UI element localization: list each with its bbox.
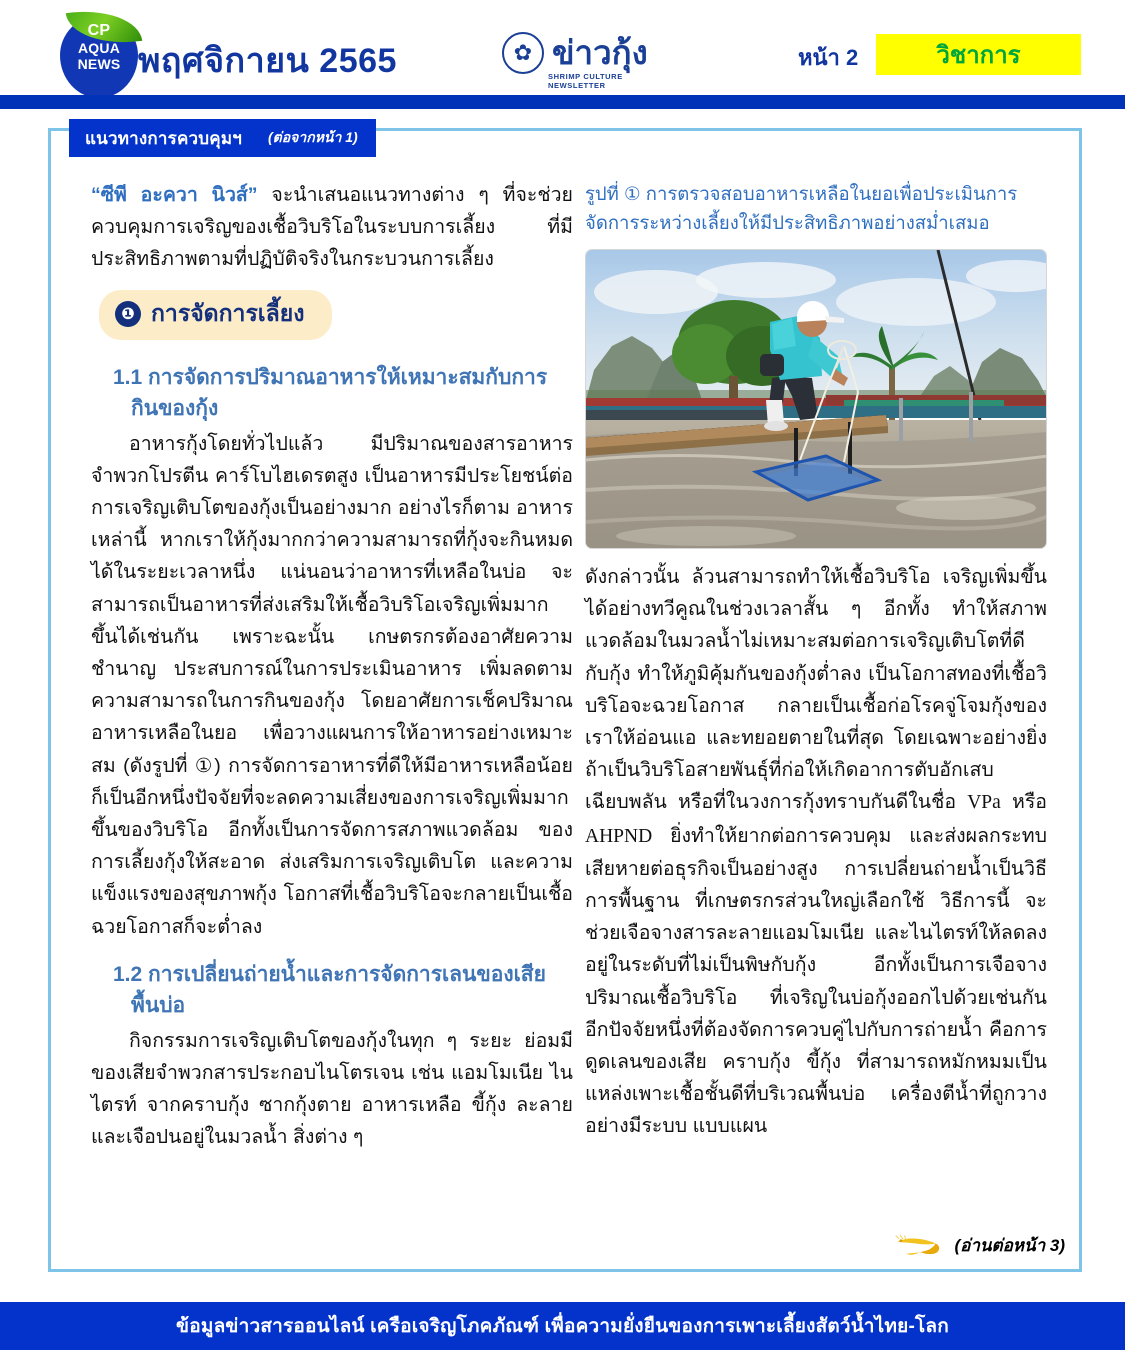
logo-text bbox=[60, 22, 138, 72]
figure-photo bbox=[585, 249, 1047, 549]
section-tag bbox=[69, 119, 376, 157]
page-number: หน้า 2 bbox=[798, 45, 859, 70]
logo-line-2: AQUA bbox=[77, 39, 121, 56]
paragraph-1-2: กิจกรรมการเจริญเติบโตของกุ้งในทุก ๆ ระยะ ย่อมมีของเสียจำพวกสารประกอบไนโตรเจน เช่น แอมโมเนีย ไนไตรท์ จากคราบกุ้ง ซากกุ้งตาย อาหารเหลือ ขี้กุ้ง ละลายและเจือปนอยู่ในมวลน้ำ สิ่งต่าง ๆ bbox=[91, 1029, 573, 1149]
term-ahpnd: AHPND bbox=[585, 825, 653, 847]
cp-aqua-news-logo bbox=[42, 6, 152, 98]
left-column bbox=[91, 179, 573, 1154]
masthead-logo bbox=[498, 28, 678, 90]
paragraph-1-1: อาหารกุ้งโดยทั่วไปแล้ว มีปริมาณของสารอาหารจำพวกโปรตีน คาร์โบไฮเดรตสูง เป็นอาหารมีประโยชน์ต่อการเจริญเติบโตของกุ้งเป็นอย่างมาก อย่างไรก็ตาม อาหารเหล่านี้ หากเราให้กุ้งมากกว่าความสามารถที่กุ้งจะกินหมดได้ในระยะเวลาหนึ่ง แน่นอนว่าอาหารที่เหลือในบ่อ จะสามารถเป็นอาหารที่ส่งเสริมให้เชื้อวิบริโอเจริญเพิ่มมากขึ้นได้เช่นกัน เพราะฉะนั้น เกษตรกรต้องอาศัยความชำนาญ ประสบการณ์ในการประเมินอาหาร เพิ่มลดตามความสามารถในการกินของกุ้ง โดยอาศัยการเช็คปริมาณอาหารเหลือในยอ เพื่อวางแผนการให้อาหารอย่างเหมาะสม (ดังรูปที่ ①) การจัดการอาหารที่ดีให้มีอาหารเหลือน้อย ก็เป็นอีกหนึ่งปัจจัยที่จะลดความเสี่ยงของการเจริญเพิ่มมากขึ้นของวิบริโอ อีกทั้งเป็นการจัดการสภาพแวดล้อม ของการเลี้ยงกุ้งให้สะอาด ส่งเสริมการเจริญเติบโต และความแข็งแรงของสุขภาพกุ้ง โอกาสที่เชื้อวิบริโอจะกลายเป็นเชื้อฉวยโอกาสก็จะต่ำลง bbox=[91, 432, 573, 938]
logo-line-3: NEWS bbox=[77, 55, 121, 72]
read-more-text: (อ่านต่อหน้า 3) bbox=[954, 1236, 1065, 1255]
section-number-badge: ❶ bbox=[115, 301, 141, 327]
category-badge-label: วิชาการ bbox=[936, 42, 1021, 69]
paragraph-right-1b: หรือ bbox=[1000, 791, 1047, 814]
brand-name: “ซีพี อะควา นิวส์” bbox=[91, 184, 258, 206]
section-tag-title: แนวทางการควบคุมฯ bbox=[85, 128, 242, 148]
section-tag-continued: (ต่อจากหน้า 1) bbox=[267, 129, 358, 145]
masthead-subtitle: SHRIMP CULTURE NEWSLETTER bbox=[548, 72, 623, 90]
page-footer bbox=[0, 1302, 1125, 1350]
pond-photo-illustration bbox=[586, 250, 1047, 549]
term-vpa: VPa bbox=[967, 792, 1001, 814]
shrimp-icon bbox=[893, 1233, 947, 1259]
paragraph-right-1 bbox=[585, 561, 1047, 1143]
paragraph-right-1a: ดังกล่าวนั้น ล้วนสามารถทำให้เชื้อวิบริโอ เจริญเพิ่มขึ้นได้อย่างทวีคูณในช่วงเวลาสั้น ๆ อีกทั้ง ทำให้สภาพแวดล้อมในมวลน้ำไม่เหมาะสมต่อการเจริญเติบโตที่ดีกับกุ้ง ทำให้ภูมิคุ้มกันของกุ้งต่ำลง เป็นโอกาสทองที่เชื้อวิบริโอจะฉวยโอกาส กลายเป็นเชื้อก่อโรคจู่โจมกุ้งของเราให้อ่อนแอ และทยอยตายในที่สุด โดยเฉพาะอย่างยิ่งถ้าเป็นวิบริโอสายพันธุ์ที่ก่อให้เกิดอาการตับอักเสบเฉียบพลัน หรือที่ในวงการกุ้งทราบกันดีในชื่อ bbox=[585, 566, 1047, 814]
subheading-1-2: 1.2 การเปลี่ยนถ่ายน้ำและการจัดการเลนของเสียพื้นบ่อ bbox=[113, 962, 546, 1017]
category-badge bbox=[876, 34, 1081, 75]
lead-paragraph-rest: จะนำเสนอแนวทางต่าง ๆ ที่จะช่วยควบคุมการเจริญของเชื้อวิบริโอในระบบการเลี้ยง ที่มีประสิทธิภาพตามที่ปฏิบัติจริงในกระบวนการเลี้ยง bbox=[91, 184, 573, 271]
read-more-note bbox=[893, 1232, 1066, 1259]
lead-paragraph bbox=[91, 179, 573, 276]
footer-text: ข้อมูลข่าวสารออนไลน์ เครือเจริญโภคภัณฑ์ เพื่อความยั่งยืนของการเพาะเลี้ยงสัตว์น้ำไทย-โลก bbox=[176, 1316, 949, 1337]
section-heading-text: การจัดการเลี้ยง bbox=[151, 299, 305, 326]
page-header bbox=[0, 0, 1125, 95]
issue-date: พฤศจิกายน 2565 bbox=[138, 42, 397, 80]
header-divider-bar bbox=[0, 95, 1125, 109]
masthead-title: ข่าวกุ้ง bbox=[552, 34, 648, 71]
lotus-emblem-icon bbox=[502, 32, 544, 74]
numbered-section-heading bbox=[99, 290, 332, 340]
right-column bbox=[585, 179, 1047, 1143]
paragraph-right-1c: ยิ่งทำให้ยากต่อการควบคุม และส่งผลกระทบเสียหายต่อธุรกิจเป็นอย่างสูง การเปลี่ยนถ่ายน้ำเป็นวิธีการพื้นฐาน ที่เกษตรกรส่วนใหญ่เลือกใช้ วิธีการนี้ จะช่วยเจือจางสารละลายแอมโมเนีย และไนไตรท์ให้ลดลงอยู่ในระดับที่ไม่เป็นพิษกับกุ้ง อีกทั้งเป็นการเจือจางปริมาณเชื้อวิบริโอ ที่เจริญในบ่อกุ้งออกไปด้วยเช่นกัน อีกปัจจัยหนึ่งที่ต้องจัดการควบคู่ไปกับการถ่ายน้ำ คือการดูดเลนของเสีย คราบกุ้ง ขี้กุ้ง ที่สามารถหมักหมมเป็นแหล่งเพาะเชื้อชั้นดีที่บริเวณพื้นบ่อ เครื่องตีน้ำที่ถูกวางอย่างมีระบบ แบบแผน bbox=[585, 824, 1047, 1138]
figure-caption: รูปที่ ① การตรวจสอบอาหารเหลือในยอเพื่อประเมินการจัดการระหว่างเลี้ยงให้มีประสิทธิภาพอย่างสม่ำเสมอ bbox=[585, 183, 1018, 233]
subheading-1-1: 1.1 การจัดการปริมาณอาหารให้เหมาะสมกับการกินของกุ้ง bbox=[113, 365, 548, 420]
content-frame bbox=[48, 128, 1082, 1272]
logo-line-1: CP bbox=[87, 22, 111, 39]
